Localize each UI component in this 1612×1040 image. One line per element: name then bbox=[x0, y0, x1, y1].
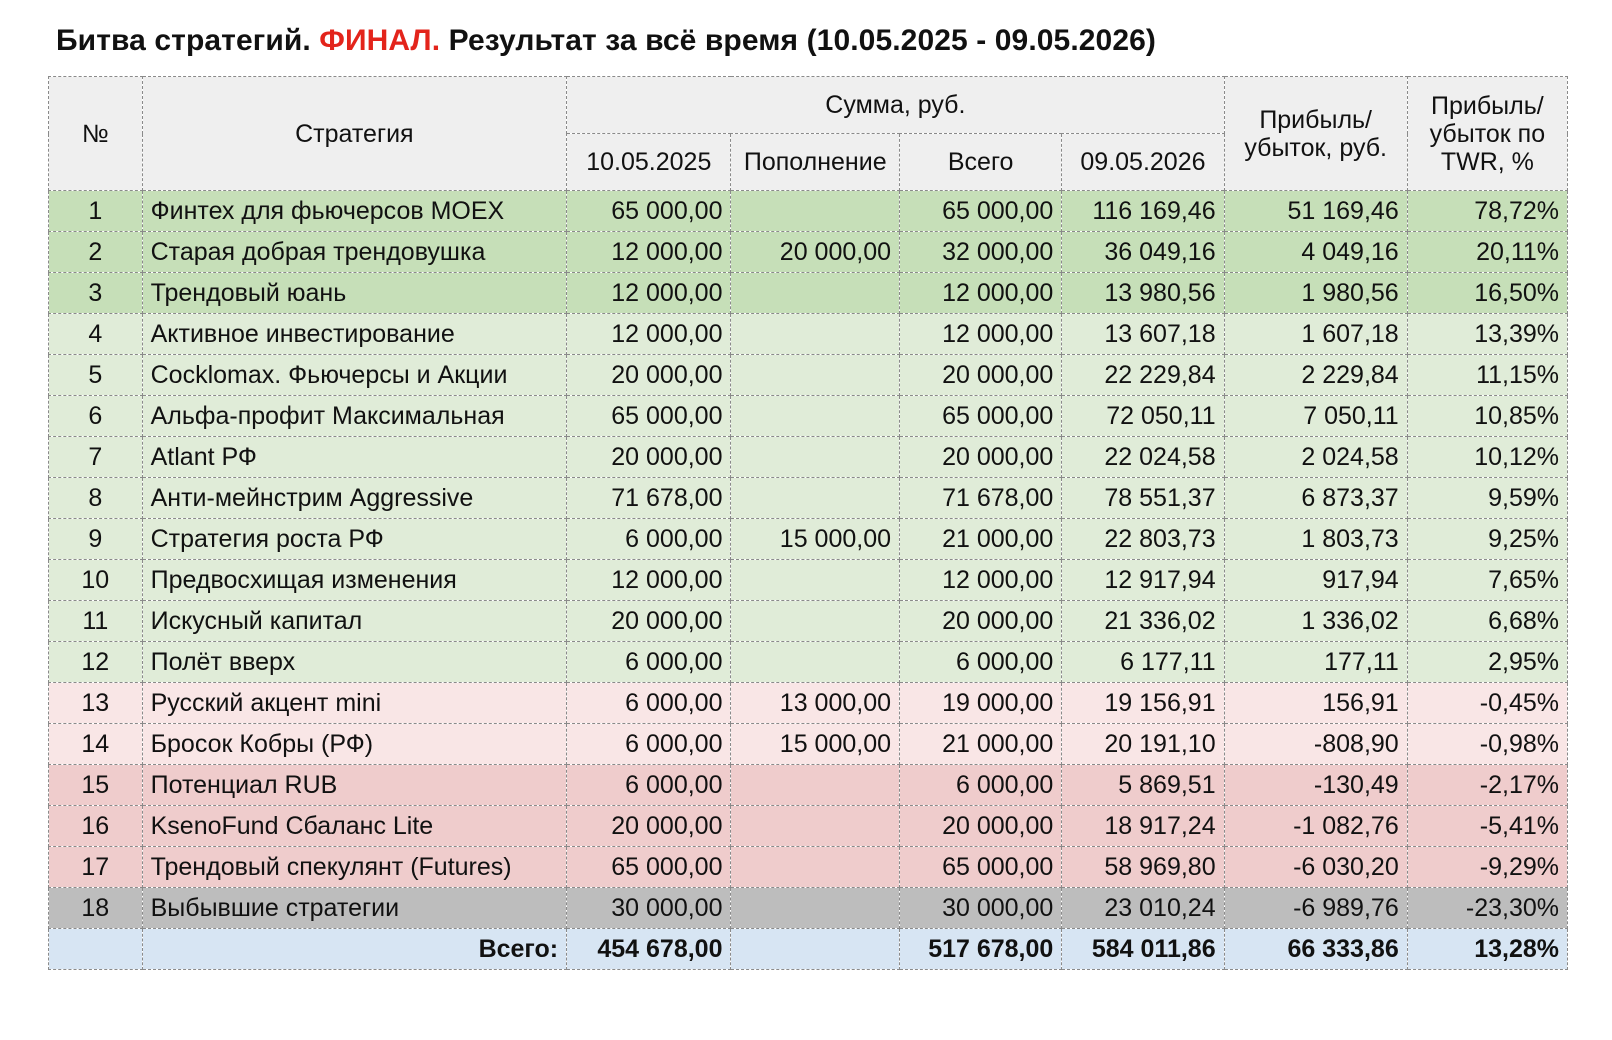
title-part2: Результат за всё время (10.05.2025 - 09.05.2026) bbox=[448, 24, 1157, 57]
row-total: 32 000,00 bbox=[900, 232, 1062, 273]
row-profit: 7 050,11 bbox=[1224, 396, 1407, 437]
row-num: 13 bbox=[49, 683, 143, 724]
totals-twr: 13,28% bbox=[1407, 929, 1567, 970]
row-end: 22 024,58 bbox=[1062, 437, 1224, 478]
row-strategy: Atlant РФ bbox=[142, 437, 566, 478]
row-total: 19 000,00 bbox=[900, 683, 1062, 724]
row-twr: 16,50% bbox=[1407, 273, 1567, 314]
header-twr: Прибыль/ убыток по TWR, % bbox=[1407, 77, 1567, 191]
row-total: 12 000,00 bbox=[900, 273, 1062, 314]
row-profit: 51 169,46 bbox=[1224, 191, 1407, 232]
row-total: 20 000,00 bbox=[900, 437, 1062, 478]
row-end: 22 229,84 bbox=[1062, 355, 1224, 396]
row-twr: 9,25% bbox=[1407, 519, 1567, 560]
row-topup bbox=[731, 273, 900, 314]
row-end: 19 156,91 bbox=[1062, 683, 1224, 724]
row-profit: 177,11 bbox=[1224, 642, 1407, 683]
row-strategy: Предвосхищая изменения bbox=[142, 560, 566, 601]
row-strategy: Анти-мейнстрим Aggressive bbox=[142, 478, 566, 519]
header-end-date: 09.05.2026 bbox=[1062, 134, 1224, 191]
row-topup: 20 000,00 bbox=[731, 232, 900, 273]
header-strategy: Стратегия bbox=[142, 77, 566, 191]
row-end: 116 169,46 bbox=[1062, 191, 1224, 232]
table-row bbox=[49, 724, 1568, 765]
row-start: 65 000,00 bbox=[567, 396, 731, 437]
row-topup bbox=[731, 765, 900, 806]
row-profit: -808,90 bbox=[1224, 724, 1407, 765]
totals-total: 517 678,00 bbox=[900, 929, 1062, 970]
row-num: 6 bbox=[49, 396, 143, 437]
row-strategy: KsenoFund Сбаланс Lite bbox=[142, 806, 566, 847]
row-end: 13 607,18 bbox=[1062, 314, 1224, 355]
header-sum-group: Сумма, руб. bbox=[567, 77, 1225, 134]
row-start: 6 000,00 bbox=[567, 642, 731, 683]
row-strategy: Трендовый спекулянт (Futures) bbox=[142, 847, 566, 888]
row-strategy: Искусный капитал bbox=[142, 601, 566, 642]
row-topup bbox=[731, 355, 900, 396]
row-strategy: Бросок Кобры (РФ) bbox=[142, 724, 566, 765]
row-twr: 9,59% bbox=[1407, 478, 1567, 519]
title-highlight: ФИНАЛ. bbox=[319, 24, 441, 57]
row-start: 20 000,00 bbox=[567, 355, 731, 396]
row-profit: -130,49 bbox=[1224, 765, 1407, 806]
header-num: № bbox=[49, 77, 143, 191]
row-profit: 1 336,02 bbox=[1224, 601, 1407, 642]
row-profit: 1 607,18 bbox=[1224, 314, 1407, 355]
row-twr: 20,11% bbox=[1407, 232, 1567, 273]
row-profit: -1 082,76 bbox=[1224, 806, 1407, 847]
row-twr: 7,65% bbox=[1407, 560, 1567, 601]
table-row bbox=[49, 478, 1568, 519]
row-num: 14 bbox=[49, 724, 143, 765]
row-start: 6 000,00 bbox=[567, 519, 731, 560]
totals-row bbox=[49, 929, 1568, 970]
row-start: 12 000,00 bbox=[567, 314, 731, 355]
row-end: 6 177,11 bbox=[1062, 642, 1224, 683]
row-num: 8 bbox=[49, 478, 143, 519]
row-num: 1 bbox=[49, 191, 143, 232]
row-profit: 156,91 bbox=[1224, 683, 1407, 724]
row-topup bbox=[731, 642, 900, 683]
table-row bbox=[49, 642, 1568, 683]
row-strategy: Трендовый юань bbox=[142, 273, 566, 314]
row-num: 5 bbox=[49, 355, 143, 396]
row-profit: 1 803,73 bbox=[1224, 519, 1407, 560]
row-twr: 13,39% bbox=[1407, 314, 1567, 355]
row-strategy: Стратегия роста РФ bbox=[142, 519, 566, 560]
row-topup: 15 000,00 bbox=[731, 724, 900, 765]
table-row bbox=[49, 560, 1568, 601]
row-start: 12 000,00 bbox=[567, 232, 731, 273]
row-strategy: Русский акцент mini bbox=[142, 683, 566, 724]
row-twr: -2,17% bbox=[1407, 765, 1567, 806]
row-end: 5 869,51 bbox=[1062, 765, 1224, 806]
row-end: 13 980,56 bbox=[1062, 273, 1224, 314]
row-start: 6 000,00 bbox=[567, 683, 731, 724]
row-strategy: Выбывшие стратегии bbox=[142, 888, 566, 929]
row-num: 16 bbox=[49, 806, 143, 847]
row-topup bbox=[731, 806, 900, 847]
row-total: 12 000,00 bbox=[900, 560, 1062, 601]
row-profit: 2 024,58 bbox=[1224, 437, 1407, 478]
row-start: 6 000,00 bbox=[567, 765, 731, 806]
table-row bbox=[49, 601, 1568, 642]
row-total: 21 000,00 bbox=[900, 724, 1062, 765]
header-start-date: 10.05.2025 bbox=[567, 134, 731, 191]
table-row bbox=[49, 888, 1568, 929]
row-num: 10 bbox=[49, 560, 143, 601]
row-total: 65 000,00 bbox=[900, 396, 1062, 437]
totals-topup bbox=[731, 929, 900, 970]
row-topup bbox=[731, 396, 900, 437]
totals-num bbox=[49, 929, 143, 970]
row-total: 21 000,00 bbox=[900, 519, 1062, 560]
row-start: 30 000,00 bbox=[567, 888, 731, 929]
row-num: 7 bbox=[49, 437, 143, 478]
row-twr: 10,85% bbox=[1407, 396, 1567, 437]
row-profit: 1 980,56 bbox=[1224, 273, 1407, 314]
row-topup bbox=[731, 888, 900, 929]
row-topup: 13 000,00 bbox=[731, 683, 900, 724]
row-end: 78 551,37 bbox=[1062, 478, 1224, 519]
row-profit: 917,94 bbox=[1224, 560, 1407, 601]
row-start: 65 000,00 bbox=[567, 847, 731, 888]
row-num: 3 bbox=[49, 273, 143, 314]
row-total: 6 000,00 bbox=[900, 765, 1062, 806]
totals-start: 454 678,00 bbox=[567, 929, 731, 970]
row-start: 20 000,00 bbox=[567, 437, 731, 478]
row-num: 17 bbox=[49, 847, 143, 888]
table-row bbox=[49, 191, 1568, 232]
results-table bbox=[48, 76, 1568, 970]
row-strategy: Cocklomax. Фьючерсы и Акции bbox=[142, 355, 566, 396]
row-topup bbox=[731, 437, 900, 478]
row-num: 15 bbox=[49, 765, 143, 806]
header-profit: Прибыль/ убыток, руб. bbox=[1224, 77, 1407, 191]
row-num: 9 bbox=[49, 519, 143, 560]
page-title bbox=[56, 24, 1156, 58]
table-row bbox=[49, 806, 1568, 847]
row-end: 21 336,02 bbox=[1062, 601, 1224, 642]
row-end: 18 917,24 bbox=[1062, 806, 1224, 847]
table-row bbox=[49, 232, 1568, 273]
row-num: 11 bbox=[49, 601, 143, 642]
row-twr: -0,98% bbox=[1407, 724, 1567, 765]
table-row bbox=[49, 519, 1568, 560]
row-start: 71 678,00 bbox=[567, 478, 731, 519]
row-strategy: Активное инвестирование bbox=[142, 314, 566, 355]
row-profit: -6 989,76 bbox=[1224, 888, 1407, 929]
row-twr: 78,72% bbox=[1407, 191, 1567, 232]
table-row bbox=[49, 765, 1568, 806]
row-total: 65 000,00 bbox=[900, 191, 1062, 232]
row-topup bbox=[731, 478, 900, 519]
row-num: 2 bbox=[49, 232, 143, 273]
row-topup bbox=[731, 191, 900, 232]
row-start: 20 000,00 bbox=[567, 806, 731, 847]
row-profit: 6 873,37 bbox=[1224, 478, 1407, 519]
header-total: Всего bbox=[900, 134, 1062, 191]
row-total: 20 000,00 bbox=[900, 806, 1062, 847]
row-profit: 2 229,84 bbox=[1224, 355, 1407, 396]
row-twr: 10,12% bbox=[1407, 437, 1567, 478]
row-topup: 15 000,00 bbox=[731, 519, 900, 560]
row-start: 20 000,00 bbox=[567, 601, 731, 642]
row-strategy: Потенциал RUB bbox=[142, 765, 566, 806]
row-end: 12 917,94 bbox=[1062, 560, 1224, 601]
row-strategy: Альфа-профит Максимальная bbox=[142, 396, 566, 437]
row-topup bbox=[731, 314, 900, 355]
totals-end: 584 011,86 bbox=[1062, 929, 1224, 970]
row-end: 23 010,24 bbox=[1062, 888, 1224, 929]
table-row bbox=[49, 355, 1568, 396]
row-total: 12 000,00 bbox=[900, 314, 1062, 355]
row-strategy: Финтех для фьючерсов MOEX bbox=[142, 191, 566, 232]
row-num: 4 bbox=[49, 314, 143, 355]
row-total: 30 000,00 bbox=[900, 888, 1062, 929]
row-twr: -5,41% bbox=[1407, 806, 1567, 847]
row-start: 12 000,00 bbox=[567, 273, 731, 314]
row-total: 65 000,00 bbox=[900, 847, 1062, 888]
row-num: 18 bbox=[49, 888, 143, 929]
row-start: 6 000,00 bbox=[567, 724, 731, 765]
row-profit: 4 049,16 bbox=[1224, 232, 1407, 273]
row-topup bbox=[731, 847, 900, 888]
row-twr: 6,68% bbox=[1407, 601, 1567, 642]
row-end: 72 050,11 bbox=[1062, 396, 1224, 437]
row-start: 65 000,00 bbox=[567, 191, 731, 232]
row-total: 6 000,00 bbox=[900, 642, 1062, 683]
row-strategy: Полёт вверх bbox=[142, 642, 566, 683]
row-end: 20 191,10 bbox=[1062, 724, 1224, 765]
title-part1: Битва стратегий. bbox=[56, 24, 311, 57]
row-profit: -6 030,20 bbox=[1224, 847, 1407, 888]
table-row bbox=[49, 314, 1568, 355]
table-row bbox=[49, 437, 1568, 478]
table-row bbox=[49, 396, 1568, 437]
row-twr: 2,95% bbox=[1407, 642, 1567, 683]
table-row bbox=[49, 683, 1568, 724]
row-topup bbox=[731, 560, 900, 601]
row-total: 20 000,00 bbox=[900, 355, 1062, 396]
table-row bbox=[49, 847, 1568, 888]
row-twr: -0,45% bbox=[1407, 683, 1567, 724]
row-strategy: Старая добрая трендовушка bbox=[142, 232, 566, 273]
row-twr: -9,29% bbox=[1407, 847, 1567, 888]
row-twr: -23,30% bbox=[1407, 888, 1567, 929]
row-end: 36 049,16 bbox=[1062, 232, 1224, 273]
row-start: 12 000,00 bbox=[567, 560, 731, 601]
row-end: 58 969,80 bbox=[1062, 847, 1224, 888]
row-num: 12 bbox=[49, 642, 143, 683]
row-total: 20 000,00 bbox=[900, 601, 1062, 642]
row-total: 71 678,00 bbox=[900, 478, 1062, 519]
row-topup bbox=[731, 601, 900, 642]
header-topup: Пополнение bbox=[731, 134, 900, 191]
table-row bbox=[49, 273, 1568, 314]
row-end: 22 803,73 bbox=[1062, 519, 1224, 560]
totals-label: Всего: bbox=[142, 929, 566, 970]
totals-profit: 66 333,86 bbox=[1224, 929, 1407, 970]
row-twr: 11,15% bbox=[1407, 355, 1567, 396]
